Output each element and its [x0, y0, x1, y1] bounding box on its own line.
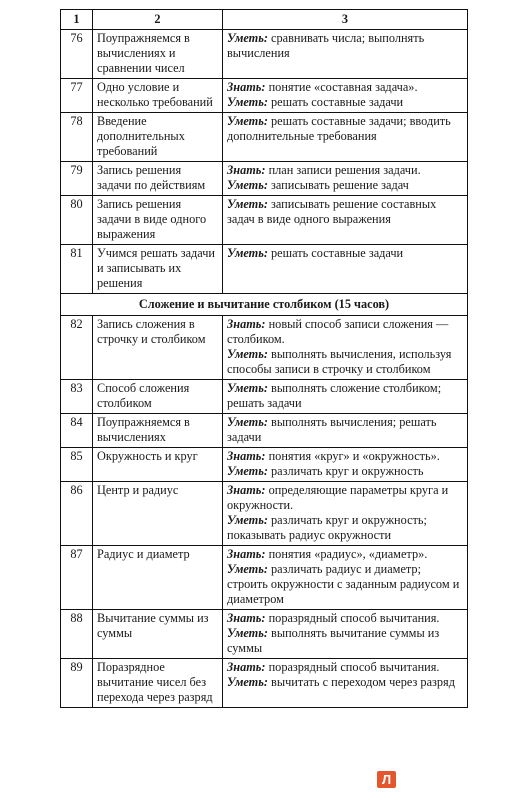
skill-keyword: Уметь:: [227, 675, 268, 689]
skill-keyword: Уметь:: [227, 197, 268, 211]
lesson-topic: Учимся решать задачи и записывать их решения: [93, 245, 223, 294]
lesson-skills: [223, 482, 468, 546]
section-row: [61, 294, 468, 316]
lesson-skills: [223, 316, 468, 380]
skill-keyword: Знать:: [227, 483, 266, 497]
skill-keyword: Знать:: [227, 547, 266, 561]
lesson-skills: [223, 448, 468, 482]
skill-text: решать составные задачи: [267, 95, 404, 109]
skill-line: [227, 317, 463, 347]
lesson-number: 76: [61, 30, 93, 79]
skill-line: [227, 611, 463, 626]
lesson-topic: Запись сложения в строчку и столбиком: [93, 316, 223, 380]
table-row: [61, 113, 468, 162]
header-col-skills: 3: [223, 10, 468, 30]
skill-keyword: Уметь:: [227, 31, 268, 45]
skill-text: поразрядный способ вычитания.: [265, 611, 440, 625]
skill-keyword: Знать:: [227, 163, 266, 177]
skill-text: решать составные задачи; вводить дополнительные требования: [227, 114, 451, 143]
curriculum-table: [60, 9, 468, 708]
skill-line: [227, 163, 463, 178]
skill-line: [227, 246, 463, 261]
lesson-skills: [223, 659, 468, 708]
skill-keyword: Знать:: [227, 449, 266, 463]
lesson-topic: Центр и радиус: [93, 482, 223, 546]
skill-keyword: Уметь:: [227, 381, 268, 395]
lesson-topic: Запись решения задачи в виде одного выражения: [93, 196, 223, 245]
lesson-number: 86: [61, 482, 93, 546]
skill-keyword: Уметь:: [227, 626, 268, 640]
skill-line: [227, 197, 463, 227]
table-row: [61, 316, 468, 380]
table-row: [61, 380, 468, 414]
skill-text: понятие «составная задача».: [265, 80, 418, 94]
skill-text: понятия «круг» и «окружность».: [265, 449, 440, 463]
litres-logo-icon: Л: [377, 771, 396, 788]
lesson-topic: Вычитание суммы из суммы: [93, 610, 223, 659]
lesson-skills: [223, 610, 468, 659]
skill-line: [227, 31, 463, 61]
skill-keyword: Уметь:: [227, 415, 268, 429]
skill-text: различать круг и окружность; показывать радиус окружности: [227, 513, 427, 542]
lesson-topic: Радиус и диаметр: [93, 546, 223, 610]
lesson-number: 81: [61, 245, 93, 294]
table-row: [61, 162, 468, 196]
skill-text: новый способ записи сложения — столбиком.: [227, 317, 449, 346]
lesson-number: 89: [61, 659, 93, 708]
lesson-number: 78: [61, 113, 93, 162]
skill-line: [227, 660, 463, 675]
skill-line: [227, 626, 463, 656]
lesson-number: 79: [61, 162, 93, 196]
lesson-rows-group-a: [61, 30, 468, 294]
skill-line: [227, 178, 463, 193]
table-row: [61, 30, 468, 79]
lesson-number: 85: [61, 448, 93, 482]
lesson-topic: Одно условие и несколько требований: [93, 79, 223, 113]
skill-line: [227, 114, 463, 144]
skill-keyword: Знать:: [227, 317, 266, 331]
lesson-skills: [223, 245, 468, 294]
skill-text: поразрядный способ вычитания.: [265, 660, 440, 674]
skill-line: [227, 464, 463, 479]
skill-line: [227, 483, 463, 513]
lesson-topic: Способ сложения столбиком: [93, 380, 223, 414]
skill-keyword: Уметь:: [227, 513, 268, 527]
skill-keyword: Уметь:: [227, 246, 268, 260]
skill-keyword: Знать:: [227, 660, 266, 674]
table-row: [61, 482, 468, 546]
skill-keyword: Знать:: [227, 80, 266, 94]
lesson-topic: Поупражняемся в вычислениях и сравнении чисел: [93, 30, 223, 79]
skill-line: [227, 675, 463, 690]
skill-text: решать составные задачи: [267, 246, 404, 260]
lesson-number: 80: [61, 196, 93, 245]
skill-line: [227, 80, 463, 95]
skill-keyword: Уметь:: [227, 347, 268, 361]
lesson-number: 87: [61, 546, 93, 610]
skill-line: [227, 449, 463, 464]
table-row: [61, 79, 468, 113]
skill-line: [227, 513, 463, 543]
skill-line: [227, 547, 463, 562]
lesson-number: 82: [61, 316, 93, 380]
skill-keyword: Уметь:: [227, 562, 268, 576]
lesson-skills: [223, 30, 468, 79]
lesson-rows-group-b: [61, 316, 468, 708]
skill-text: выполнять вычисления; решать задачи: [227, 415, 437, 444]
lesson-number: 77: [61, 79, 93, 113]
table-row: [61, 448, 468, 482]
table-row: [61, 610, 468, 659]
section-title: Сложение и вычитание столбиком (15 часов): [61, 294, 468, 316]
header-col-topic: 2: [93, 10, 223, 30]
header-col-number: 1: [61, 10, 93, 30]
lesson-skills: [223, 546, 468, 610]
skill-text: понятия «радиус», «диаметр».: [265, 547, 428, 561]
table-row: [61, 546, 468, 610]
skill-line: [227, 95, 463, 110]
table-row: [61, 245, 468, 294]
lesson-skills: [223, 113, 468, 162]
skill-text: план записи решения задачи.: [265, 163, 421, 177]
lesson-number: 88: [61, 610, 93, 659]
skill-text: выполнять вычисления, используя способы записи в строчку и столбиком: [227, 347, 452, 376]
lesson-skills: [223, 162, 468, 196]
skill-text: различать круг и окружность: [267, 464, 424, 478]
table-row: [61, 659, 468, 708]
skill-text: различать радиус и диаметр; строить окружности с заданным радиусом и диаметром: [227, 562, 460, 606]
skill-text: выполнять сложение столбиком; решать задачи: [227, 381, 442, 410]
lesson-topic: Поразрядное вычитание чисел без перехода через разряд: [93, 659, 223, 708]
skill-line: [227, 415, 463, 445]
skill-line: [227, 381, 463, 411]
table-row: [61, 196, 468, 245]
lesson-number: 83: [61, 380, 93, 414]
lesson-number: 84: [61, 414, 93, 448]
skill-text: сравнивать числа; выполнять вычисления: [227, 31, 425, 60]
skill-text: определяющие параметры круга и окружности.: [227, 483, 449, 512]
lesson-topic: Окружность и круг: [93, 448, 223, 482]
skill-text: вычитать с переходом через разряд: [267, 675, 455, 689]
skill-keyword: Уметь:: [227, 95, 268, 109]
skill-keyword: Уметь:: [227, 114, 268, 128]
lesson-topic: Введение дополнительных требований: [93, 113, 223, 162]
lesson-skills: [223, 414, 468, 448]
skill-keyword: Уметь:: [227, 178, 268, 192]
lesson-skills: [223, 79, 468, 113]
skill-text: выполнять вычитание суммы из суммы: [227, 626, 440, 655]
skill-keyword: Знать:: [227, 611, 266, 625]
table-row: [61, 414, 468, 448]
lesson-skills: [223, 380, 468, 414]
lesson-skills: [223, 196, 468, 245]
skill-text: записывать решение составных задач в виде одного выражения: [227, 197, 437, 226]
skill-keyword: Уметь:: [227, 464, 268, 478]
skill-text: записывать решение задач: [267, 178, 409, 192]
header-row: [61, 10, 468, 30]
skill-line: [227, 562, 463, 607]
lesson-topic: Поупражняемся в вычислениях: [93, 414, 223, 448]
lesson-topic: Запись решения задачи по действиям: [93, 162, 223, 196]
skill-line: [227, 347, 463, 377]
